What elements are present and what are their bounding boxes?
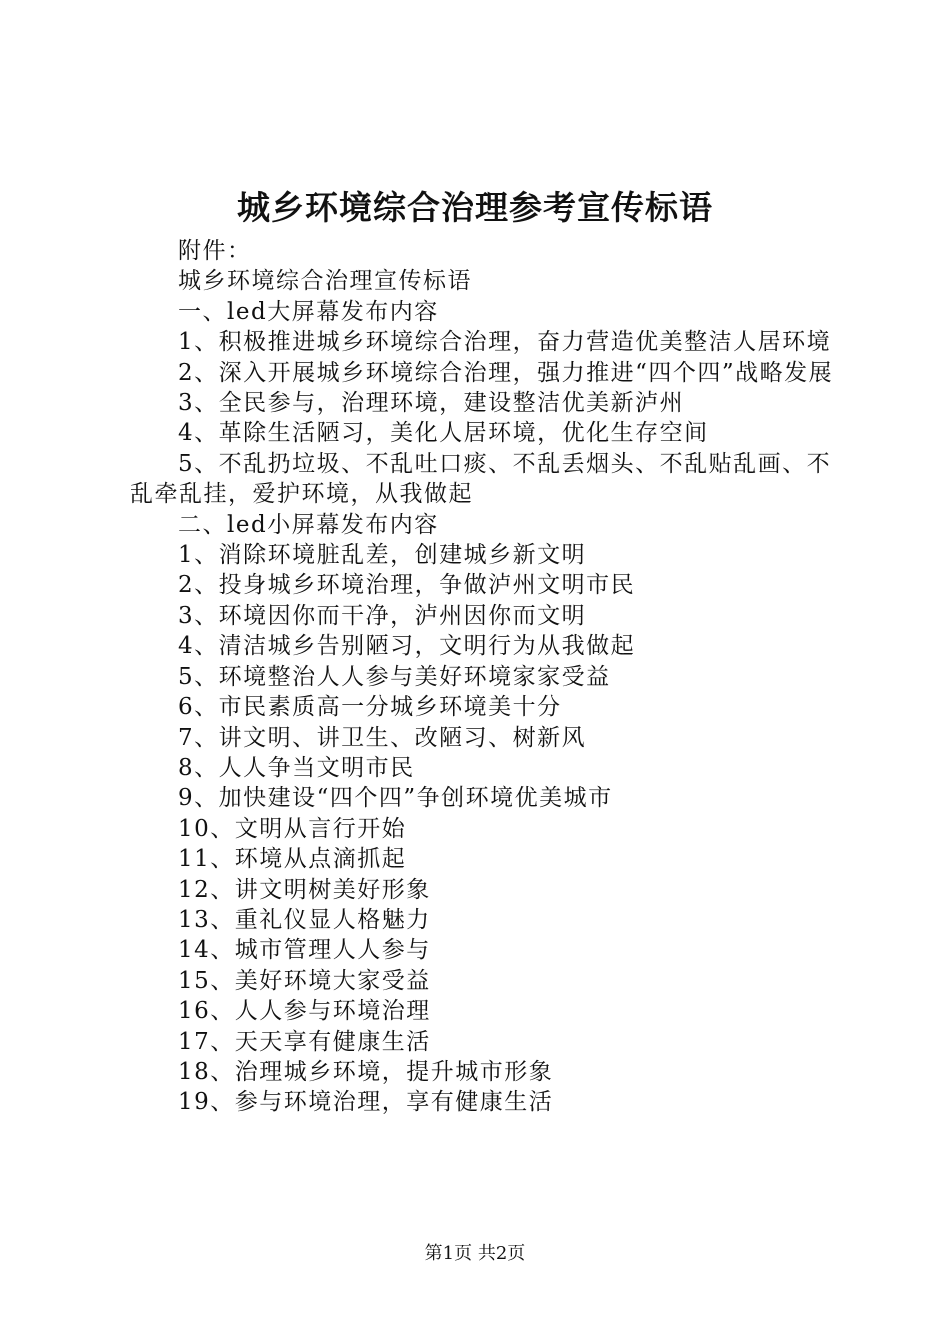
paragraph: 9、加快建设“四个四”争创环境优美城市: [178, 785, 613, 812]
paragraph: 5、环境整治人人参与美好环境家家受益: [178, 663, 611, 690]
paragraph: 8、人人争当文明市民: [178, 754, 415, 781]
document-title: 城乡环境综合治理参考宣传标语: [237, 188, 713, 227]
paragraph: 7、讲文明、讲卫生、改陋习、树新风: [178, 724, 587, 751]
paragraph: 3、全民参与，治理环境，建设整洁优美新泸州: [178, 390, 685, 417]
paragraph: 附件：: [178, 238, 252, 264]
paragraph: 6、市民素质高一分城乡环境美十分: [178, 694, 562, 721]
paragraph: 城乡环境综合治理宣传标语: [178, 268, 472, 295]
paragraph: 18、治理城乡环境，提升城市形象: [178, 1058, 554, 1085]
paragraph: 19、参与环境治理，享有健康生活: [178, 1089, 554, 1116]
paragraph: 11、环境从点滴抓起: [178, 846, 407, 873]
paragraph: 5、不乱扔垃圾、不乱吐口痰、不乱丢烟头、不乱贴乱画、不乱牵乱挂，爱护环境，从我做起: [130, 450, 832, 508]
paragraph: 2、深入开展城乡环境综合治理，强力推进“四个四”战略发展: [178, 359, 834, 386]
paragraph: 12、讲文明树美好形象: [178, 876, 431, 903]
paragraph: 13、重礼仪显人格魅力: [178, 906, 431, 933]
paragraph: 1、消除环境脏乱差，创建城乡新文明: [178, 542, 587, 569]
paragraph: 3、环境因你而干净，泸州因你而文明: [178, 602, 587, 629]
paragraph: 1、积极推进城乡环境综合治理，奋力营造优美整洁人居环境: [178, 329, 832, 356]
paragraph: 17、天天享有健康生活: [178, 1028, 431, 1055]
paragraph: 2、投身城乡环境治理，争做泸州文明市民: [178, 572, 636, 599]
paragraph: 16、人人参与环境治理: [178, 998, 431, 1025]
paragraph: 15、美好环境大家受益: [178, 967, 431, 994]
paragraph: 4、清洁城乡告别陋习，文明行为从我做起: [178, 633, 636, 660]
section-heading: 一、led大屏幕发布内容: [178, 298, 439, 325]
paragraph: 14、城市管理人人参与: [178, 937, 431, 964]
page-footer: 第1页 共2页: [424, 1243, 526, 1264]
paragraph: 10、文明从言行开始: [178, 815, 407, 842]
section-heading: 二、led小屏幕发布内容: [178, 511, 439, 538]
document-body: [130, 236, 835, 1118]
paragraph: 4、革除生活陋习，美化人居环境，优化生存空间: [178, 420, 709, 447]
